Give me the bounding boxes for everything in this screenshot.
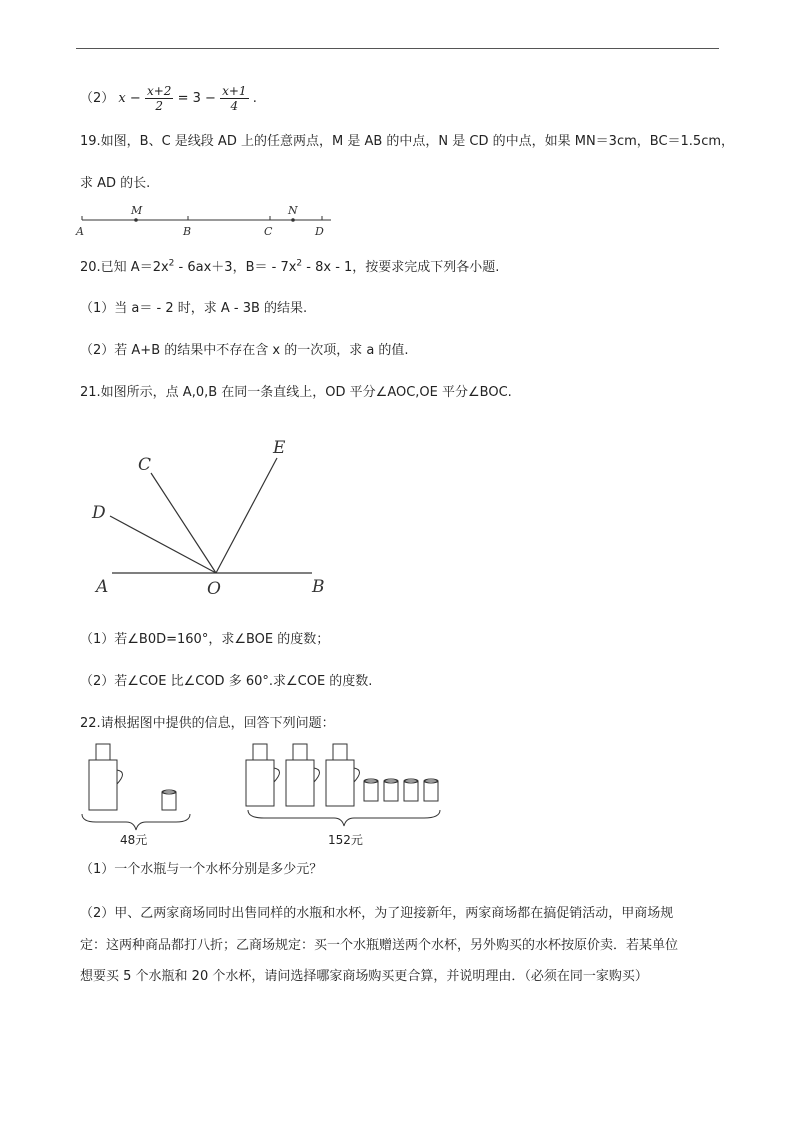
bottle-right-3	[326, 744, 360, 806]
fraction-2-denominator: 4	[230, 99, 239, 113]
eq-x: x	[118, 91, 126, 106]
brace-left	[82, 814, 190, 830]
point-n	[291, 218, 295, 222]
cup-left	[162, 790, 176, 810]
fraction-1-numerator: x+2	[146, 84, 172, 98]
problem21-q1: （1）若∠B0D=160°，求∠BOE 的度数；	[80, 632, 330, 647]
problem20-sup-b: 2	[296, 258, 303, 269]
bottle-right-2	[286, 744, 320, 806]
problem20-stem-c: - 8x - 1，按要求完成下列各小题.	[302, 260, 500, 275]
problem20-stem	[80, 256, 499, 275]
problem20-q2: （2）若 A+B 的结果中不存在含 x 的一次项，求 a 的值.	[80, 343, 409, 358]
label-b: B	[312, 577, 325, 597]
label-d: D	[315, 225, 324, 238]
eq-minus-1: −	[129, 91, 141, 106]
fraction-2-numerator: x+1	[222, 84, 247, 98]
eq-period: .	[252, 91, 257, 106]
problem22-q1: （1）一个水瓶与一个水杯分别是多少元？	[80, 862, 323, 877]
eq-three: 3	[192, 91, 201, 106]
segment-figure	[76, 200, 336, 240]
label-m: M	[131, 204, 143, 217]
problem18-prefix: （2）	[80, 91, 115, 106]
label-a: A	[76, 225, 84, 238]
point-m	[134, 218, 138, 222]
bottles-cups-figure	[76, 738, 456, 853]
problem22-q2-line2: 定：这两种商品都打八折；乙商场规定：买一个水瓶赠送两个水杯，另外购买的水杯按原价卖．若某单位	[80, 938, 679, 953]
problem19-line2: 求 AD 的长.	[80, 176, 151, 191]
bottle-right-1	[246, 744, 280, 806]
angle-figure	[90, 430, 340, 605]
ray-od	[110, 516, 216, 573]
problem20-q1: （1）当 a＝ - 2 时，求 A - 3B 的结果.	[80, 301, 308, 316]
price-left: 48元	[120, 833, 148, 847]
problem21-stem: 21.如图所示，点 A,0,B 在同一条直线上，OD 平分∠AOC,OE 平分∠BOC.	[80, 385, 512, 400]
label-d: D	[92, 503, 106, 523]
fraction-1-denominator: 2	[155, 99, 163, 113]
bottle-left	[89, 744, 123, 810]
label-c: C	[138, 455, 152, 475]
problem20-stem-b: - 6ax＋3，B＝ - 7x	[174, 260, 297, 275]
label-b: B	[183, 225, 192, 238]
problem20-sup-a: 2	[168, 258, 175, 269]
problem21-q2: （2）若∠COE 比∠COD 多 60°.求∠COE 的度数.	[80, 674, 373, 689]
problem22-q2-line1: （2）甲、乙两家商场同时出售同样的水瓶和水杯，为了迎接新年，两家商场都在搞促销活动，甲商场规	[80, 906, 674, 921]
eq-minus-2: −	[205, 91, 216, 106]
label-n: N	[288, 204, 298, 217]
label-a: A	[96, 577, 109, 597]
problem18-equation	[80, 84, 257, 113]
label-c: C	[264, 225, 273, 238]
brace-right	[248, 810, 440, 826]
cup-right-1	[364, 779, 378, 801]
problem22-q2-line3: 想要买 5 个水瓶和 20 个水杯，请问选择哪家商场购买更合算，并说明理由．（必须在同一家购买）	[80, 969, 648, 984]
ray-oe	[216, 458, 277, 573]
price-right: 152元	[328, 833, 363, 847]
fraction-2	[220, 84, 248, 113]
label-o: O	[207, 579, 221, 599]
cup-right-2	[384, 779, 398, 801]
cup-right-3	[404, 779, 418, 801]
eq-equals: =	[177, 91, 189, 106]
problem22-stem: 22.请根据图中提供的信息，回答下列问题：	[80, 716, 335, 731]
label-e: E	[273, 438, 286, 458]
fraction-1	[145, 84, 173, 113]
header-rule	[76, 48, 719, 49]
problem20-stem-a: 20.已知 A＝2x	[80, 260, 169, 275]
ray-oc	[151, 473, 216, 573]
cup-right-4	[424, 779, 438, 801]
problem19-line1: 19.如图，B、C 是线段 AD 上的任意两点，M 是 AB 的中点，N 是 CD 的中点，如果 MN＝3cm，BC＝1.5cm，	[80, 134, 735, 149]
